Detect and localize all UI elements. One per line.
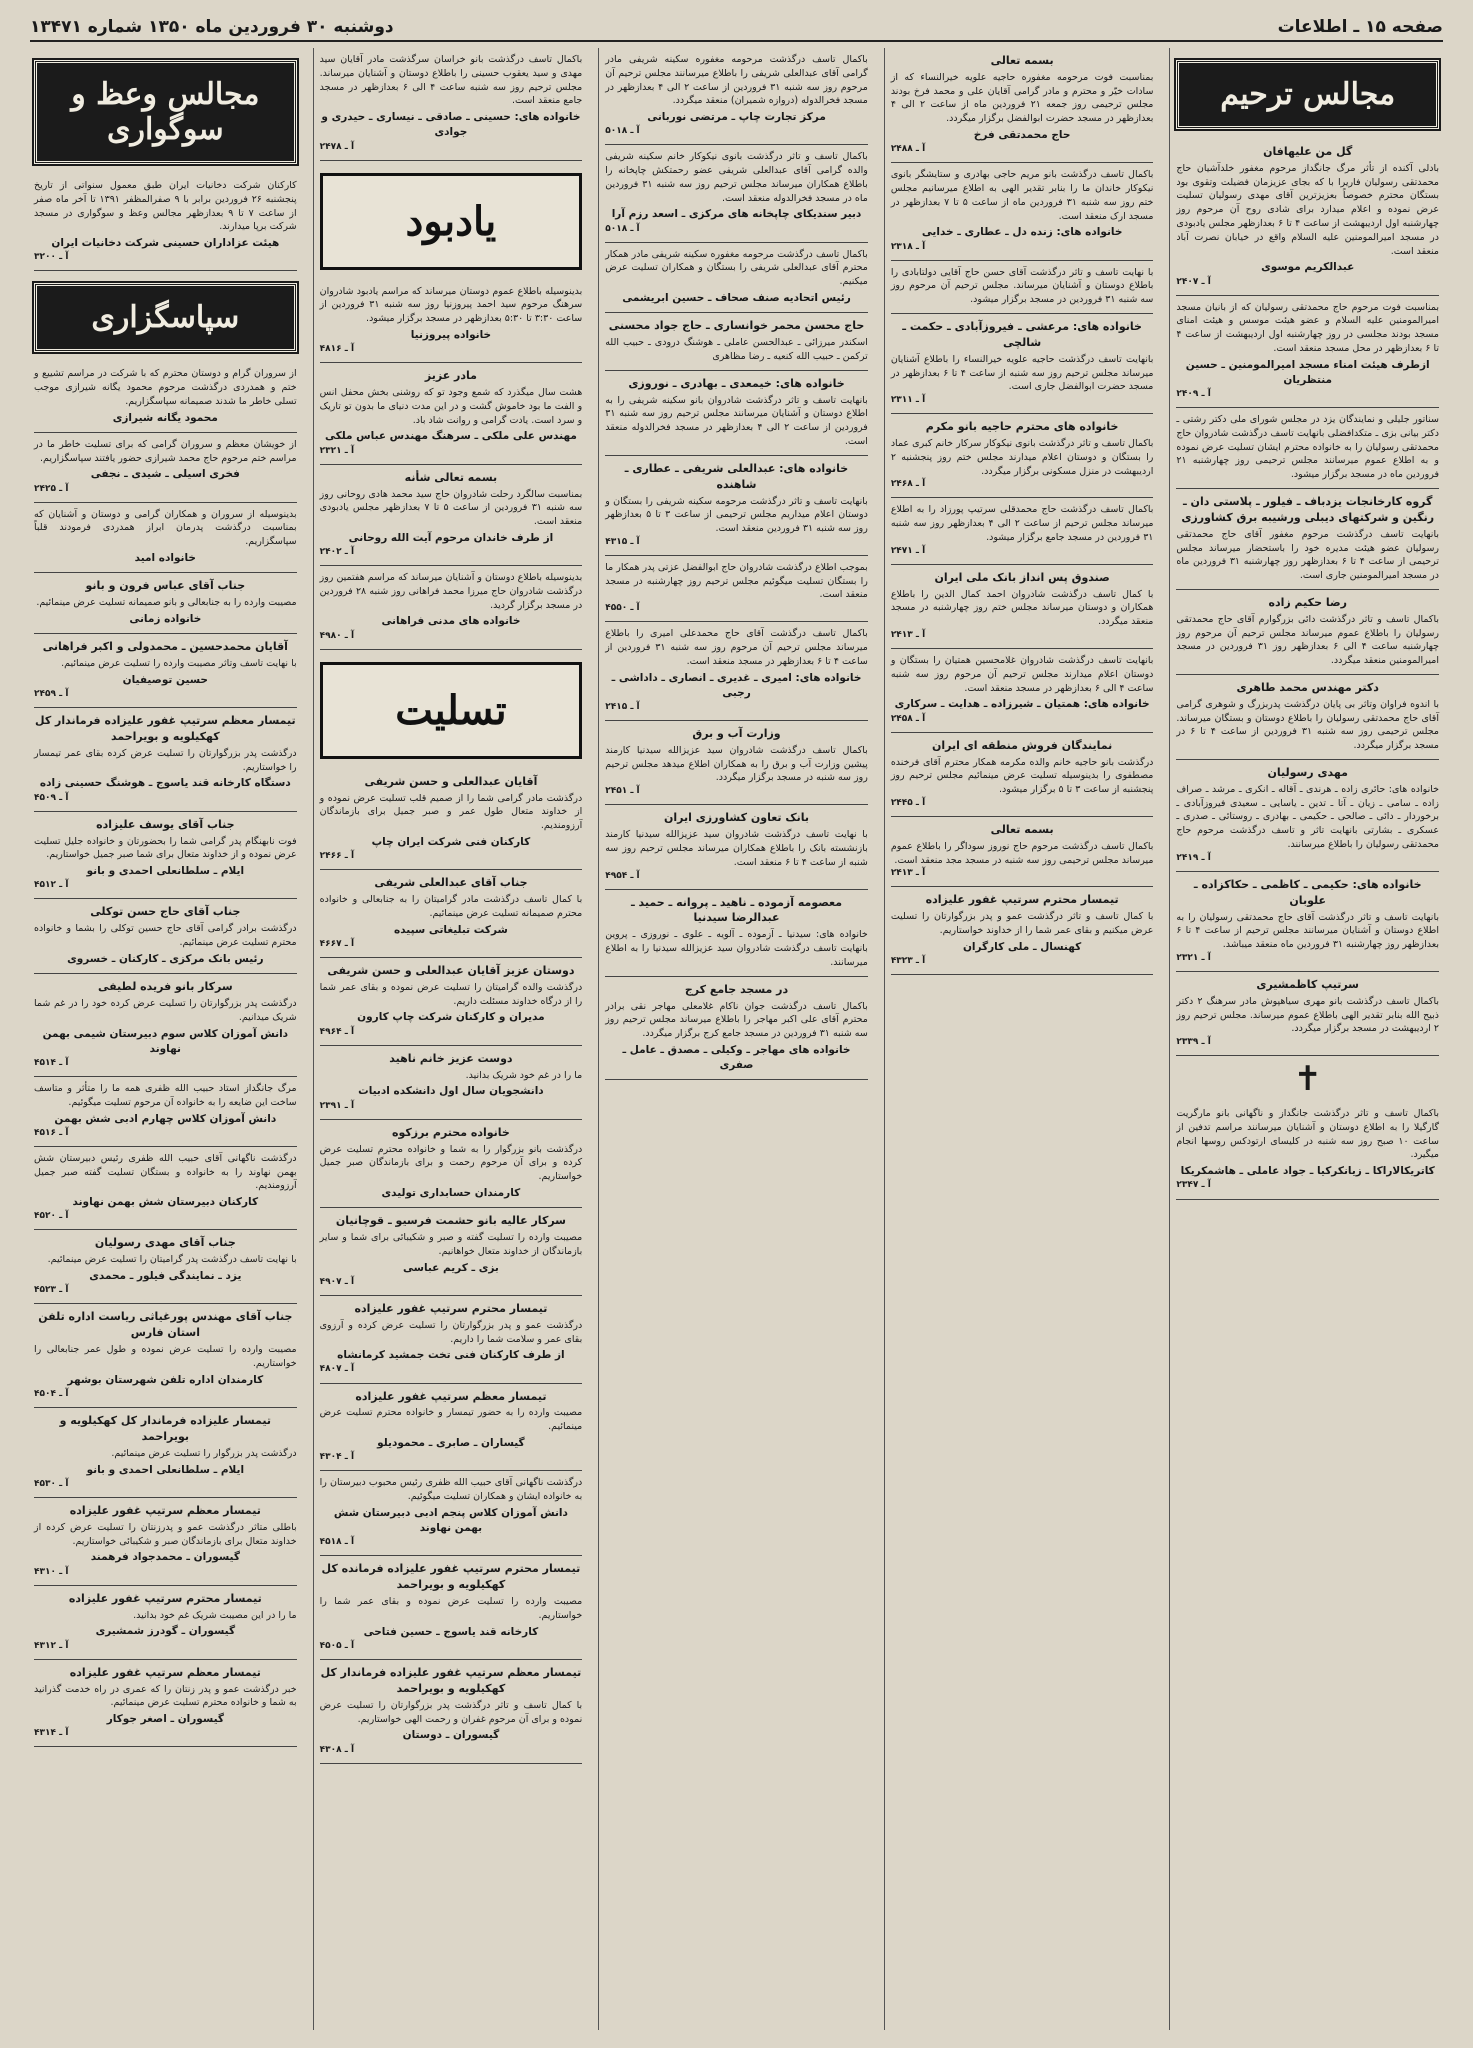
notice-body: درگذشت بانو حاجیه خانم والده مکرمه همکار محترم آقای فرخنده مصطفوی را بدینوسیله تسلیت عرض مینمائیم مجلس ترحیم روز پنجشنبه از ساعت ۳ تا ۵ برگزار میشود. — [890, 756, 1154, 796]
notice — [320, 1046, 583, 1120]
notice-code: آ ـ ۳۲۰۰ — [34, 252, 69, 263]
notice-title: تیمسار محترم سرتیپ غفور علیزاده — [354, 1301, 548, 1315]
notice-body: باکمال تاسف درگذشت جوان ناکام غلامعلی مهاجر نقی برادر محترم آقای علی اکبر مهاجر را باطلاع میرساند مجلس ترحیم روز سه شنبه ۳۱ فروردین در مسجد جامع کرج برگزار میگردد. — [605, 1000, 868, 1040]
notice-signature: کارکنان دبیرستان شش بهمن نهاوند — [72, 1196, 259, 1209]
notice-title: آقایان عبدالعلی و حسن شریفی — [364, 774, 538, 788]
notice-title: رضا حکیم زاده — [1268, 595, 1347, 609]
notice — [605, 721, 868, 805]
notice-body: بانهایت تاسف درگذشت حاجیه علویه خیرالنساء را باطلاع آشنایان میرساند مجلس ترحیم روز سه شنبه از ساعت ۴ تا ۶ بعدازظهر در مسجد حضرت ابوالفضل جاری است. — [890, 353, 1154, 393]
sepasgozari-banner: سپاسگزاری — [34, 283, 297, 352]
notice-body: بانهایت تاسف و تاثر درگذشت شادروان بانو سکینه شریفی را به اطلاع دوستان و آشنایان میرسانند مجلس ترحیم روز سه شنبه ۳۱ فروردین از ساعت ۲ الی ۴ بعدازظهر در مسجد فخرالدوله منعقد است. — [605, 394, 868, 447]
notice — [320, 1296, 583, 1384]
notice-body: بدینوسیله از سروران و همکاران گرامی و دوستان و آشنایان که بمناسبت درگذشت پدرمان ابراز همدردی فرمودند قلباً سپاسگزاریم. — [34, 508, 297, 548]
notice-body: درگذشت پدر بزرگوارتان را تسلیت عرض کرده خود را در غم شما شریک میدانیم. — [34, 998, 297, 1023]
notice-title: آقایان محمدحسین ـ محمدولی و اکبر فراهانی — [42, 640, 288, 654]
notice-title: جناب آقای عبدالعلی شریفی — [374, 876, 528, 890]
notice — [34, 1230, 297, 1304]
notice-signature: دانشجویان سال اول دانشکده ادبیات — [358, 1085, 544, 1098]
notice-title: وزارت آب و برق — [692, 726, 781, 740]
notice-signature: خانواده های: زنده دل ـ عطاری ـ خدایی — [921, 226, 1123, 239]
notice-title: جناب آقای عباس فرون و بانو — [85, 579, 246, 593]
notice-body: با اندوه فراوان وتاثر بی پایان درگذشت پدربزرگ و شوهری گرامی آقای حاج محمدتقی رسولیان را باطلاع دوستان و بستگان میرساند. مجلس ترحیمی روز سه شنبه ۳۱ فروردین از ساعت ۴ تا ۶ در مسجد برگزار میگردد. — [1176, 698, 1439, 752]
notice-code: آ ـ ۲۴۵۹ — [34, 689, 69, 699]
notice-body: باکمال تاسف و تاثر درگذشت بانوی نیکوکار خانم سکینه شریفی والده گرامی آقای عبدالعلی شریفی عضو رحمتکش چاپخانه را باطلاع همکاران میرساند مجلس ترحیم روز سه شنبه ۳۱ فروردین ماه در مسجد فخرالدوله منعقد است. — [605, 151, 868, 204]
notice-body: با کمال تاسف درگذشت مادر گرامیتان را به جنابعالی و خانواده محترم صمیمانه تسلیت عرض مینمائیم. — [319, 894, 583, 919]
notice-code: آ ـ ۴۶۶۷ — [319, 938, 355, 949]
notice-signature: کارخانه قند یاسوج ـ حسین فتاحی — [363, 1625, 539, 1638]
notice-code: آ ـ ۴۵۱۴ — [34, 1058, 69, 1069]
notice-signature: گیساران ـ صابری ـ محمودیلو — [377, 1437, 525, 1449]
notice-body: بمناسبت سالگرد رحلت شادروان حاج سید محمد هادی روحانی روز سه شنبه ۳۱ فروردین از ساعت ۵ تا ۷ بعدازظهر مجلس یادبودی منعقد است. — [319, 488, 583, 528]
notice-title: دوستان عزیز آقایان عبدالعلی و حسن شریفی — [327, 963, 575, 977]
notice-code: آ ـ ۴۳۰۸ — [319, 1744, 355, 1755]
notice-signature: گیسوران ـ دوستان — [402, 1729, 500, 1742]
notice-body: درگذشت پدر بزرگوارتان را تسلیت عرض کرده بقای عمر تیمسار را خواستاریم. — [34, 747, 297, 773]
page-label: صفحه ۱۵ ـ اطلاعات — [1277, 17, 1443, 37]
notice — [34, 503, 297, 574]
notice — [605, 556, 868, 622]
notice-body: بدینوسیله باطلاع عموم دوستان میرساند که مراسم یادبود شادروان سرهنگ مرحوم سید احمد پیروزنیا روز سه شنبه ۳۱ فروردین از ساعت ۳:۳۰ تا ۵:۳۰ بعدازظهر در مسجد برگزار میشود. — [319, 285, 583, 325]
notice-code: آ ـ ۴۳۱۲ — [34, 1640, 69, 1651]
notice-code: آ ـ ۲۳۴۷ — [1176, 1180, 1211, 1191]
notice — [1176, 489, 1439, 590]
notice — [891, 887, 1154, 975]
notice-title: سرکار عالیه بانو حشمت فرسیو ـ قوچانیان — [335, 1214, 566, 1228]
notice-code: آ ـ ۲۳۹۱ — [319, 1100, 355, 1111]
notice-body: باکمال تاسف درگذشت شادروان سید عزیزالله سیدنیا کارمند پیشین وزارت آب و برق را به همکاران اطلاع میدهد مجلس ترحیم روز سه شنبه در مسجد برگزار میگردد. — [605, 744, 868, 784]
notice — [34, 1586, 297, 1660]
notice-title: سرکار بانو فریده لطیفی — [97, 980, 233, 994]
notice-signature: دانش آموزان کلاس پنجم ادبی دبیرستان شش بهمن نهاوند — [333, 1506, 568, 1535]
notice-code: آ ـ ۴۵۱۶ — [34, 1127, 69, 1138]
notice-code: آ ـ ۲۴۴۵ — [890, 797, 926, 808]
notice-body: درگذشت بانو بزرگوار را به شما و خانواده محترم تسلیت عرض کرده و برای آن مرحوم رحمت و برای بازماندگان صبر جمیل خواستاریم. — [319, 1143, 583, 1183]
notice-signature: گیسوران ـ محمدجواد فرهمند — [90, 1551, 240, 1564]
notice-signature: خانواده های: همتیان ـ شیرزاده ـ هدایت ـ سرکاری — [894, 698, 1150, 711]
column-1 — [1169, 48, 1445, 2030]
notice — [605, 456, 868, 556]
notice-code: آ ـ ۴۵۱۸ — [319, 1537, 355, 1548]
notice-title: نمایندگان فروش منطقه ای ایران — [931, 738, 1113, 752]
notice-body: کارکنان شرکت دخانیات ایران طبق معمول سنواتی از تاریخ پنجشنبه ۲۶ فروردین برابر با ۹ صفرالمظفر ۱۳۹۱ تا آخر ماه صفر از ساعت ۷ تا ۹ بعدازظهر مجالس وعظ و سوگواری در مسجد شرکت برپا میدارند. — [34, 180, 297, 233]
notice-title: خانواده های: مرعشی ـ فیروزآبادی ـ حکمت ـ شالچی — [902, 319, 1142, 349]
column-2 — [884, 48, 1160, 2030]
notice — [1176, 972, 1439, 1056]
notice-signature: ازطرف هیئت امناء مسجد امیرالمومنین ـ حسین منتظریان — [1185, 358, 1430, 386]
notice — [605, 890, 868, 977]
notice — [891, 163, 1154, 260]
notice-code: آ ـ ۲۳۲۱ — [1176, 952, 1211, 963]
notice-title: جناب آقای مهدی رسولیان — [94, 1236, 236, 1250]
majales-vaz-banner: مجالس وعظ و سوگواری — [34, 60, 297, 164]
notice-signature: خانواده های: امیری ـ غدیری ـ انصاری ـ داداشی ـ رجبی — [611, 671, 862, 699]
notice-body: بانهایت تاسف درگذشت شادروان غلامحسین همتیان را بستگان و دوستان اعلام میدارند مجلس ترحیم آن مرحوم روز سه شنبه ساعت ۴ الی ۶ بعدازظهر در مسجد منعقد است. — [890, 655, 1154, 694]
notice — [891, 733, 1154, 817]
notice-code: آ ـ ۲۴۰۲ — [319, 547, 355, 558]
notice-signature: دانش آموزان کلاس چهارم ادبی شش بهمن — [54, 1112, 277, 1125]
notice — [34, 1660, 297, 1748]
notice-body: باکمال تاسف درگذشت بانو خراسان سرگذشت مادر آقایان سید مهدی و سید یعقوب حسینی را باطلاع دوستان و آشنایان میرساند. مجلس ترحیم روز سه شنبه ساعت ۴ الی ۶ بعدازظهر در مسجد جامع منعقد است. — [319, 54, 583, 107]
column-3 — [598, 48, 874, 2030]
notice — [1176, 590, 1439, 675]
notice-title: خانواده های محترم حاجیه بانو مکرم — [925, 420, 1119, 434]
notice — [320, 1660, 583, 1764]
notice-signature: دبیر سندیکای چاپخانه های مرکزی ـ اسعد رزم آرا — [611, 208, 862, 221]
notice — [320, 870, 583, 958]
notice-signature: خانواده پیروزنیا — [410, 328, 492, 341]
notice-code: آ ـ ۴۹۰۷ — [319, 1276, 355, 1287]
notice-body: درگذشت برادر گرامی آقای حاج حسین توکلی را بشما و خانواده محترم تسلیت عرض مینمائیم. — [34, 923, 297, 949]
notice-body: درگذشت والده گرامیتان را تسلیت عرض نموده و بقای عمر شما را از درگاه خداوند مسئلت داریم. — [319, 981, 583, 1007]
notice — [34, 634, 297, 708]
column-5 — [28, 48, 303, 2030]
notice — [320, 48, 583, 161]
notice-title: بانک تعاون کشاورزی ایران — [663, 811, 810, 825]
notice-signature: محمود یگانه شیرازی — [112, 411, 218, 424]
notice-body: باکمال تاسف درگذشت مرحومه مغفوره سکینه شریفی مادر گرامی آقای عبدالعلی شریفی را باطلاع میرسانند مجلس ترحیم آن مرحوم روز سه شنبه ۳۱ فروردین از ساعت ۲ الی ۴ بعدازظهر در مسجد فخرالدوله (دروازه شمیران) منعقد میگردد. — [605, 54, 868, 107]
notice-body: باکمال تاسف و تاثر درگذشت دائی بزرگوارم آقای حاج محمدتقی رسولیان را باطلاع عموم میرساند مجلس ترحیم آن مرحوم روز چهارشنبه ساعت ۴ الی ۶ بعدازظهر روز ۳۱ فروردین در مسجد امیرالمومنین منعقد میگردد. — [1176, 613, 1439, 667]
notice-signature: کارکنان فنی شرکت ایران چاپ — [371, 835, 531, 848]
notice — [34, 1408, 297, 1498]
notice-code: آ ـ ۲۴۰۷ — [1176, 276, 1211, 287]
notice — [320, 1120, 583, 1208]
notice-title: تیمسار محترم سرتیپ غفور علیزاده — [68, 1591, 262, 1605]
notice-body: باکمال تاسف درگذشت حاج محمدقلی سرتیپ پورزاد را به اطلاع میرساند مجلس ترحیم از ساعت ۲ الی ۴ بعدازظهر روز سه شنبه ۳۱ فروردین در مسجد جامع برگزار میشود. — [890, 504, 1154, 543]
notice-code: آ ـ ۴۳۰۴ — [319, 1452, 355, 1463]
column-4 — [313, 48, 589, 2030]
notice-code: آ ـ ۲۴۷۸ — [319, 141, 355, 152]
notice — [34, 708, 297, 812]
notice — [891, 314, 1154, 414]
notice — [320, 280, 583, 364]
notice — [891, 817, 1154, 888]
notice-code: آ ـ ۴۵۲۰ — [34, 1211, 69, 1222]
notice — [605, 243, 868, 314]
notice-code: آ ـ ۲۴۱۳ — [890, 868, 926, 879]
notice — [34, 1498, 297, 1586]
notice — [891, 498, 1154, 564]
notice — [1176, 872, 1439, 972]
notice-code: آ ـ ۴۵۲۳ — [34, 1285, 69, 1296]
notice-code: آ ـ ۴۸۱۶ — [319, 344, 355, 355]
notice-title: دوست عزیز خانم ناهید — [389, 1051, 513, 1065]
notice-signature: کارمندان حسابداری تولیدی — [381, 1186, 521, 1199]
notice-title: دکتر مهندس محمد طاهری — [1236, 680, 1379, 694]
notice-signature: دستگاه کارخانه قند یاسوج ـ هوشنگ حسینی زاده — [39, 777, 291, 790]
notice-body: درگذشت عمو و پدر بزرگوارتان را تسلیت عرض کرده و آرزوی بقای عمر و سلامت شما را داریم. — [319, 1319, 583, 1345]
notice-code: آ ـ ۵۰۱۸ — [605, 223, 640, 234]
notice-title: تیمسار معظم سرتیپ غفور علیزاده — [355, 1389, 547, 1403]
notice-signature: فخری اسیلی ـ شیدی ـ نجفی — [90, 468, 240, 481]
notice-body: ما را در غم خود شریک بدانید. — [465, 1069, 583, 1081]
notice-code: آ ـ ۴۵۱۲ — [34, 880, 69, 891]
notice-body: با کمال تاسف و تاثر درگذشت عمو و پدر بزرگوارتان را تسلیت عرض میکنیم و بقای عمر شما را از خداوند خواستاریم. — [890, 911, 1154, 937]
notice — [1176, 139, 1439, 296]
notice-title: خانواده های: حکیمی ـ کاظمی ـ حکاکزاده ـ علوبان — [1193, 877, 1422, 907]
notice-title: بسمه تعالی شأنه — [404, 470, 498, 484]
notice-title: جناب آقای حاج حسن توکلی — [90, 905, 241, 919]
notice-title: گروه کارخانجات یزدباف ـ فیلور ـ پلاستی دان ـ رنگین و شرکتهای دیبلی ورشیبه برق کشاورزی — [1181, 494, 1435, 524]
notice-signature: رئیس بانک مرکزی ـ کارکنان ـ خسروی — [67, 952, 264, 965]
notice-code: آ ـ ۴۵۳۰ — [34, 1478, 69, 1489]
notice — [34, 573, 297, 634]
notice-code: آ ـ ۴۵۰۴ — [34, 1389, 69, 1400]
notice-title: جناب آقای یوسف علیزاده — [96, 817, 235, 831]
notice-code: آ ـ ۲۴۱۳ — [890, 629, 926, 640]
notice-body: با نهایت تاسف درگذشت پدر گرامیتان را تسلیت عرض مینمائیم. — [47, 1254, 297, 1266]
notice — [891, 565, 1154, 649]
notice-body: بانهایت تاسف و تاثر درگذشت آقای حاج محمدتقی رسولیان را به اطلاع دوستان و آشنایان میرسانند مجلس ترحیم از ساعت ۴ تا ۶ بعدازظهر روز چهارشنبه ۳۱ فروردین ماه منعقد میباشد. — [1176, 911, 1440, 951]
notice-title: خانواده های: خیمعدی ـ بهادری ـ نوروزی — [628, 376, 845, 390]
notice — [1176, 408, 1439, 489]
notice-title: تیمسار معظم سرتیپ غفور علیزاده فرماندار کل کهکیلویه و بویراحمد — [320, 1665, 582, 1695]
notice — [320, 566, 583, 650]
notice-body: مرگ جانگداز استاد حبیب الله ظفری همه ما را متأثر و متاسف ساخت این ضایعه را به خانواده آن مرحوم تسلیت میگوئیم. — [34, 1083, 297, 1108]
notice-body: با نهایت تاسف درگذشت شادروان سید عزیزالله سیدنیا کارمند بازنشسته بانک را باطلاع همکاران میرساند مجلس ترحیم روز سه شنبه از ساعت ۴ تا ۶ منعقد است. — [605, 829, 868, 868]
notice — [34, 1147, 297, 1231]
notice — [605, 977, 868, 1081]
notice-body: درگذشت ناگهانی آقای حبیب الله ظفری رئیس دبیرستان شش بهمن نهاوند را به خانواده و بستگان تسلیت گفته صبر جمیل آرزومندیم. — [34, 1152, 297, 1192]
notice-signature: بزی ـ کریم عباسی — [403, 1261, 499, 1274]
notice-signature: مدیران و کارکنان شرکت چاپ کارون — [357, 1011, 545, 1024]
notice-code: آ ـ ۲۴۱۹ — [1176, 852, 1211, 863]
notice-signature: از طرف خاندان مرحوم آیت الله روحانی — [348, 531, 554, 544]
notice-title: جناب آقای مهندس پورغیاثی ریاست اداره تلفن استان فارس — [38, 1310, 293, 1340]
notice-title: مهدی رسولیان — [1267, 765, 1348, 779]
notice — [605, 805, 868, 889]
notice — [320, 769, 583, 871]
notice-code: آ ـ ۴۵۵۰ — [605, 603, 640, 614]
notice-body: درگذشت ناگهانی آقای حبیب الله ظفری رئیس محبوب دبیرستان را به خانواده ایشان و همکاران تسلیت میگوئیم. — [319, 1477, 583, 1503]
notice-body: با کمال تاسف درگذشت شادروان احمد کمال الدین را باطلاع همکاران و دوستان میرساند مجلس ختم روز چهارشنبه در مسجد منعقد میگردد. — [890, 588, 1154, 628]
notice — [605, 145, 868, 242]
notice — [320, 1556, 583, 1660]
notice-code: آ ـ ۲۳۳۹ — [1176, 1037, 1211, 1048]
notice — [34, 174, 297, 271]
notice-body: خانواده های: سیدنیا ـ آزموده ـ آلویه ـ علوی ـ نوروزی ـ پروین بانهایت تاسف درگذشت شادروان سید عزیزالله سیدنیا را به اطلاع میرسانند. — [605, 929, 868, 968]
notice-signature: حاج محمدتقی فرخ — [973, 129, 1071, 141]
notice-title: خانواده های: عبدالعلی شریفی ـ عطاری ـ شاهنده — [624, 461, 849, 491]
notice-code: آ ـ ۴۵۰۹ — [34, 792, 69, 803]
notice — [34, 433, 297, 503]
notice — [605, 48, 868, 145]
notice-code: آ ـ ۴۳۱۴ — [34, 1728, 69, 1739]
notice-body: اسکندر میرزائی ـ عبدالحسن عاملی ـ هوشنگ درودی ـ حبیب الله ترکمن ـ حبیب الله کنعیه ـ رضا مظاهری — [605, 337, 868, 362]
notice-code: آ ـ ۲۴۷۱ — [890, 545, 926, 556]
notice-body: بمناسبت فوت مرحوم حاج محمدتقی رسولیان که از بانیان مسجد امیرالمومنین علیه السلام و عضو هیئت موسس و هیئت امنای مسجد بودند مجلسی در روز چهارشنبه اول اردیبهشت از ساعت ۴ تا ۶ بعدازظهر در محل مسجد منعقد است. — [1176, 301, 1439, 354]
notice — [605, 622, 868, 721]
notice — [1176, 675, 1439, 760]
notice-code: آ ـ ۲۴۱۵ — [605, 701, 640, 712]
notice-code: آ ـ ۴۹۵۴ — [605, 870, 640, 881]
notice-title: خانواده محترم برزکوه — [391, 1125, 510, 1139]
columns — [28, 48, 1445, 2030]
notice — [34, 362, 297, 433]
running-header — [30, 14, 1443, 42]
notice-body: بموجب اطلاع درگذشت شادروان حاج ابوالفضل عزتی پدر همکار ما را بستگان تسلیت میگوئیم مجلس ترحیم روز چهارشنبه در مسجد منعقد است. — [605, 561, 868, 601]
notice-code: آ ـ ۴۳۱۵ — [605, 536, 640, 547]
notice-title: تیمسار معظم سرتیپ غفور علیزاده — [69, 1665, 261, 1679]
notice-code: آ ـ ۵۰۱۸ — [605, 126, 640, 137]
notice-body: باطلی متاثر درگذشت عمو و پدرزنتان را تسلیت عرض کرده از خداوند متعال برای بازماندگان صبر و شکیبائی خواستاریم. — [34, 1521, 297, 1547]
notice-body: مصیبت وارده را تسلیت عرض نموده و طول عمر جنابعالی را خواستاریم. — [34, 1344, 297, 1370]
notice-signature: خانواده های مدنی فراهانی — [381, 615, 521, 628]
notice-body: باکمال تاسف درگذشت مرحومه مغفوره سکینه شریفی مادر همکار محترم آقای عبدالعلی شریفی را بستگان و همکاران تسلیت عرض میکنیم. — [605, 248, 868, 288]
cross-icon: ✝ — [1293, 1059, 1322, 1100]
notice-code: آ ـ ۴۳۲۳ — [890, 956, 926, 967]
notice-signature: از طرف کارکنان فنی تخت جمشید کرمانشاه — [337, 1349, 565, 1362]
notice-signature: گیسوران ـ گودرز شمشیری — [95, 1625, 236, 1638]
notice-body: با کمال تاسف و تاثر درگذشت پدر بزرگوارتان را تسلیت عرض نموده و برای آن مرحوم غفران و رحمت الهی خواستاریم. — [319, 1699, 583, 1725]
notice-signature: خانواده های مهاجر ـ وکیلی ـ مصدق ـ عامل ـ صفری — [622, 1043, 851, 1072]
notice-signature: ایلام ـ سلطانعلی احمدی و بانو — [86, 1463, 245, 1476]
notice — [320, 1208, 583, 1296]
notice-signature: حسین توصیفیان — [122, 673, 208, 686]
notice-title: سرتیپ کاظمشیری — [1256, 977, 1360, 991]
notice — [34, 899, 297, 974]
notice-body: مصیبت وارده را تسلیت گفته و صبر و شکیبائی برای شما و سایر بازماندگان از خداوند متعال خواهانیم. — [319, 1232, 583, 1257]
notice-title: تیمسار محترم سرتیپ غفور علیزاده — [925, 893, 1119, 907]
taslit-banner: تسلیت — [320, 662, 583, 759]
notice-code: آ ـ ۲۴۵۸ — [890, 713, 926, 724]
notice-code: آ ـ ۲۴۶۸ — [890, 479, 926, 490]
notice — [1176, 1102, 1439, 1199]
notice-title: بسمه تعالی — [990, 54, 1054, 67]
notice-signature: کارمندان اداره تلفن شهرستان بوشهر — [67, 1373, 264, 1386]
notice-title: معصومه آزموده ـ ناهید ـ پروانه ـ حمید ـ عبدالرضا سیدنیا — [630, 895, 843, 925]
notice-code: آ ـ ۲۴۲۵ — [34, 483, 69, 494]
notice — [320, 465, 583, 567]
notice-signature: کاتریکالاراکا ـ زیانکرکیا ـ جواد عاملی ـ هاشمکریکا — [1180, 1165, 1435, 1178]
notice-body: بانهایت تاسف درگذشت مرحوم مغفور آقای حاج محمدتقی رسولیان عضو هیئت مدیره خود را باستحضار میرساند مجلس ترحیمی از ساعت ۴ تا ۶ بعدازظهر روز چهارشنبه ۳۱ فروردین ماه در مسجد امیرالمومنین جاری است. — [1176, 528, 1439, 582]
notice-signature: مرکز تجارت چاپ ـ مرتضی نوربانی — [647, 111, 826, 124]
notice-body: سناتور جلیلی و نمایندگان یزد در مجلس شورای ملی دکتر رشتی ـ دکتر بیانی بزی ـ متکدافضلی بانهایت تاسف درگذشت شادروان حاج محمدتقی رسولیان را به خانواده محترم ایشان تسلیت عرض نموده و به اطلاع عموم میرسانند مجلس ترحیمی روز چهارشنبه ۲۱ فروردین ماه در مسجد برگزار میشود. — [1176, 414, 1439, 481]
notice — [1176, 296, 1439, 409]
notice-code: آ ـ ۲۴۵۱ — [605, 786, 640, 797]
notice-code: آ ـ ۲۴۸۸ — [890, 144, 926, 155]
notice — [1176, 760, 1439, 872]
notice-title: بسمه تعالی — [990, 822, 1054, 836]
notice — [34, 974, 297, 1077]
notice-body: باکمال تاسف درگذشت آقای حاج محمدعلی امیری را باطلاع میرساند مجلس ترحیم آن مرحوم روز سه شنبه ۳۱ فروردین از ساعت ۴ تا ۶ بعدازظهر در مسجد منعقد است. — [605, 628, 868, 667]
notice-body: مصیبت وارده را به جنابعالی و بانو صمیمانه تسلیت عرض مینمائیم. — [36, 597, 297, 609]
notice-code: آ ـ ۲۴۶۶ — [319, 851, 355, 862]
notice-code: آ ـ ۴۹۶۴ — [319, 1026, 355, 1037]
notice — [34, 1304, 297, 1408]
notice-code: آ ـ ۲۳۱۱ — [890, 395, 926, 406]
notice-body: درگذشت پدر بزرگوار را تسلیت عرض مینمائیم. — [111, 1447, 297, 1459]
notice — [605, 313, 868, 370]
notice-title: تیمسار معظم سرتیپ غفور علیزاده — [69, 1504, 261, 1517]
notice-body: مصیبت وارده را به حضور تیمسار و خانواده محترم تسلیت عرض مینمائیم. — [319, 1407, 583, 1433]
notice-signature: هیئت عزاداران حسینی شرکت دخانیات ایران — [51, 237, 280, 250]
notice-body: باکمال تاسف و تاثر درگذشت جانگداز و ناگهانی بانو مارگریت گارگیلا را به اطلاع دوستان و آشنایان میرسانند مراسم تدفین از ساعت ۱۰ صبح روز سه شنبه در کلیسای ارتودکس روسها انجام میگیرد. — [1176, 1108, 1440, 1161]
notice-signature: ایلام ـ سلطانعلی احمدی و بانو — [86, 865, 245, 878]
notice-code: آ ـ ۴۵۰۵ — [319, 1640, 355, 1651]
notice — [605, 371, 868, 456]
notice-body: باکمال تاسف و تاثر درگذشت بانوی نیکوکار سرکار خانم کبری عماد را بستگان و دوستان اعلام میدارند مجلس ختم روز پنجشنبه ۲ اردیبهشت در منزل مسکونی برگزار میگردد. — [890, 438, 1154, 477]
notice-body: بادلی آکنده از تأثر مرگ جانگداز مرحوم مغفور خلدآشیان حاج محمدتقی رسولیان فاریرا با که بجای عزیزمان فضیلت وتقوی بود بستگان محترم خصوصاً بعزیزترین آقای مهدی رسولیان تسلیت عرض نموده و اعلام میدارد برای شادی روح آن مرحوم روز چهارشنبه اول اردیبهشت از ساعت ۴ تا ۶ بعدازظهر مجلس یادبودی در مسجد امیرالمومنین علیه السلام واقع در خیابان نصرت آباد منعقد است. — [1176, 162, 1440, 257]
notice-body: از خویشان معظم و سروران گرامی که برای تسلیت خاطر ما در مراسم ختم مرحوم حاج محمد شیرازی حضور یافتند سپاسگزاریم. — [34, 438, 297, 464]
notice-body: هشت سال میگذرد که شمع وجود تو که روشنی بخش محفل انس و الفت ما بود خاموش گشت و در این مدت دنیای ما بدون تو تاریک و سرد است. یادت گرامی و روانت شاد باد. — [319, 387, 583, 426]
notice-signature: یزد ـ نمایندگی فیلور ـ محمدی — [89, 1270, 242, 1283]
notice — [34, 812, 297, 900]
notice-code: آ ـ ۴۳۱۰ — [34, 1566, 69, 1577]
majales-tarhim-banner: مجالس ترحیم — [1176, 60, 1439, 129]
notice-code: آ ـ ۲۳۲۱ — [319, 445, 355, 456]
notice-signature: خانواده امید — [134, 551, 196, 564]
notice-signature: دانش آموزان کلاس سوم دبیرستان شیمی بهمن نهاوند — [42, 1027, 289, 1055]
notice-body: مصیبت وارده را تسلیت عرض نموده و بقای عمر شما را خواستاریم. — [319, 1596, 583, 1621]
notice-title: تیمسار علیزاده فرماندار کل کهکیلویه و بویراحمد — [59, 1414, 272, 1444]
notice — [891, 48, 1154, 163]
notice — [320, 1384, 583, 1472]
notice — [320, 363, 583, 465]
notice-signature: خانواده های: حسینی ـ صادقی ـ نیساری ـ حیدری و جوادی — [321, 111, 581, 139]
notice-code: آ ـ ۴۹۸۰ — [319, 630, 355, 641]
notice-signature: کهنسال ـ ملی کارگران — [962, 940, 1082, 953]
notice-signature: رئیس اتحادیه صنف صحاف ـ حسین ابریشمی — [622, 291, 851, 304]
notice-signature: مهندس علی ملکی ـ سرهنگ مهندس عباس ملکی — [324, 430, 577, 443]
notice — [320, 1471, 583, 1556]
notice-signature: عبدالکریم موسوی — [1261, 261, 1355, 274]
notice-body: باکمال تاسف درگذشت بانو مریم حاجی بهادری و ستایشگر بانوی نیکوکار خاندان ما را بنابر تقدیر الهی به اطلاع میرسانیم مجلس ختم روز سه شنبه ۳۱ فروردین ماه از ساعت ۵ تا ۷ بعدازظهر در مسجد ارک منعقد است. — [890, 169, 1154, 222]
issue-date: دوشنبه ۳۰ فروردین ماه ۱۳۵۰ شماره ۱۳۴۷۱ — [30, 17, 394, 37]
notice-body: باکمال تاسف درگذشت بانو مهری سیاهپوش مادر سرهنگ ۲ دکتر ذبیح الله بنابر تقدیر الهی باطلاع عموم میرساند. مجلس ترحیم روز ۲ اردیبهشت در مسجد برگزار میگردد. — [1176, 995, 1439, 1035]
notice — [891, 261, 1154, 314]
notice-title: در مسجد جامع کرج — [684, 982, 789, 996]
notice-signature: شرکت تبلیغاتی سپیده — [394, 923, 508, 936]
yadbood-banner: یادبود — [320, 173, 583, 270]
notice-body: فوت نابهنگام پدر گرامی شما را بحضورتان و خانواده جلیل تسلیت عرض نموده و از خداوند متعال برای شما صبر جمیل خواستاریم. — [34, 835, 297, 861]
notice-body: با نهایت تاسف وتاثر مصیبت وارده را تسلیت عرض مینمائیم. — [61, 658, 297, 670]
notice-signature: خانواده زمانی — [129, 612, 202, 625]
notice — [891, 649, 1154, 733]
notice — [320, 958, 583, 1046]
notice-body: از سروران گرام و دوستان محترم که با شرکت در مراسم تشییع و ختم و همدردی درگذشت مرحوم محمود یگانه شیرازی موجب تسلی خاطر ما شدند صمیمانه سپاسگزاریم. — [34, 368, 297, 407]
notice-body: ما را در این مصیبت شریک غم خود بدانید. — [133, 1609, 297, 1621]
notice-title: مادر عزیز — [424, 369, 477, 383]
notice — [891, 414, 1154, 498]
notice-code: آ ـ ۲۴۰۹ — [1176, 389, 1211, 400]
notice-body: بانهایت تاسف و تاثر درگذشت مرحومه سکینه شریفی را بستگان و دوستان اعلام میداریم مجلس ترحیمی از ساعت ۳ تا ۵ بعدازظهر روز سه شنبه ۳۱ فروردین منعقد است. — [605, 495, 868, 535]
notice-code: آ ـ ۴۸۰۷ — [319, 1364, 355, 1375]
notice-code: آ ـ ۲۳۱۸ — [890, 241, 926, 252]
notice-title: حاج محسن محمر خوانساری ـ حاج جواد محسنی — [608, 319, 865, 333]
notice-body: باکمال تاسف درگذشت مرحوم حاج نوروز سوداگر را باطلاع عموم میرساند مجلس ترحیمی روز سه شنبه در مسجد مجد منعقد است. — [890, 840, 1154, 866]
notice-body: بمناسبت فوت مرحومه مغفوره حاجیه علویه خیرالنساء که از سادات خیّر و محترم و مادر گرامی آقایان علی و محمد فرخ بودند مجلس ترحیمی روز جمعه ۲۱ فروردین ماه از ساعت ۲ الی ۴ بعدازظهر در مسجد حضرت ابوالفضل برگزار میگردد. — [890, 71, 1154, 125]
notice-title: تیمسار معظم سرتیپ غفور علیزاده فرماندار کل کهکیلویه و بویراحمد — [35, 714, 296, 743]
notice — [34, 1077, 297, 1147]
notice-title: صندوق پس انداز بانک ملی ایران — [934, 570, 1110, 584]
notice-title: تیمسار محترم سرتیپ غفور علیزاده فرمانده کل کهکیلویه و بویراحمد — [321, 1562, 581, 1592]
notice-title: گل من علیهافان — [1263, 145, 1353, 158]
notice-body: با نهایت تاسف و تاثر درگذشت آقای حسن حاج آقایی دولتابادی را باطلاع دوستان و آشنایان میرساند. مجلس ترحیم آن مرحوم روز سه شنبه ۳۱ فروردین در مسجد برگزار میشود. — [890, 266, 1154, 306]
notice-body: بدینوسیله باطلاع دوستان و آشنایان میرساند که مراسم هفتمین روز درگذشت شادروان حاج میرزا محمد فراهانی روز شنبه ۲۸ فروردین در مسجد برگزار گردید. — [319, 572, 583, 611]
notice-signature: گیسوران ـ اصغر جوکار — [106, 1713, 224, 1726]
notice-body: خانواده های: حائری زاده ـ هرندی ـ آقاله ـ انکری ـ مرشد ـ صراف زاده ـ سامی ـ زیان ـ آتا ـ تدین ـ یاسایی ـ سعیدی فیروزآبادی ـ برخوردار ـ دائی ـ صالحی ـ حکیمی ـ بهادری ـ روستائی ـ صدری ـ عسکری ـ بشارتی بانهایت تاثر و تاسف درگذشت مرحوم حاج محمدتقی رسولیان را باطلاع میرسانند. — [1176, 783, 1439, 850]
notice-body: خبر درگذشت عمو و پدر زنتان را که عمری در راه خدمت گذرانید به شما و خانواده محترم تسلیت عرض مینمائیم. — [34, 1683, 297, 1709]
notice-body: درگذشت مادر گرامی شما را از صمیم قلب تسلیت عرض نموده و از خداوند متعال طول عمر و صبر جمیل برای بازماندگان آرزومندیم. — [319, 792, 583, 832]
